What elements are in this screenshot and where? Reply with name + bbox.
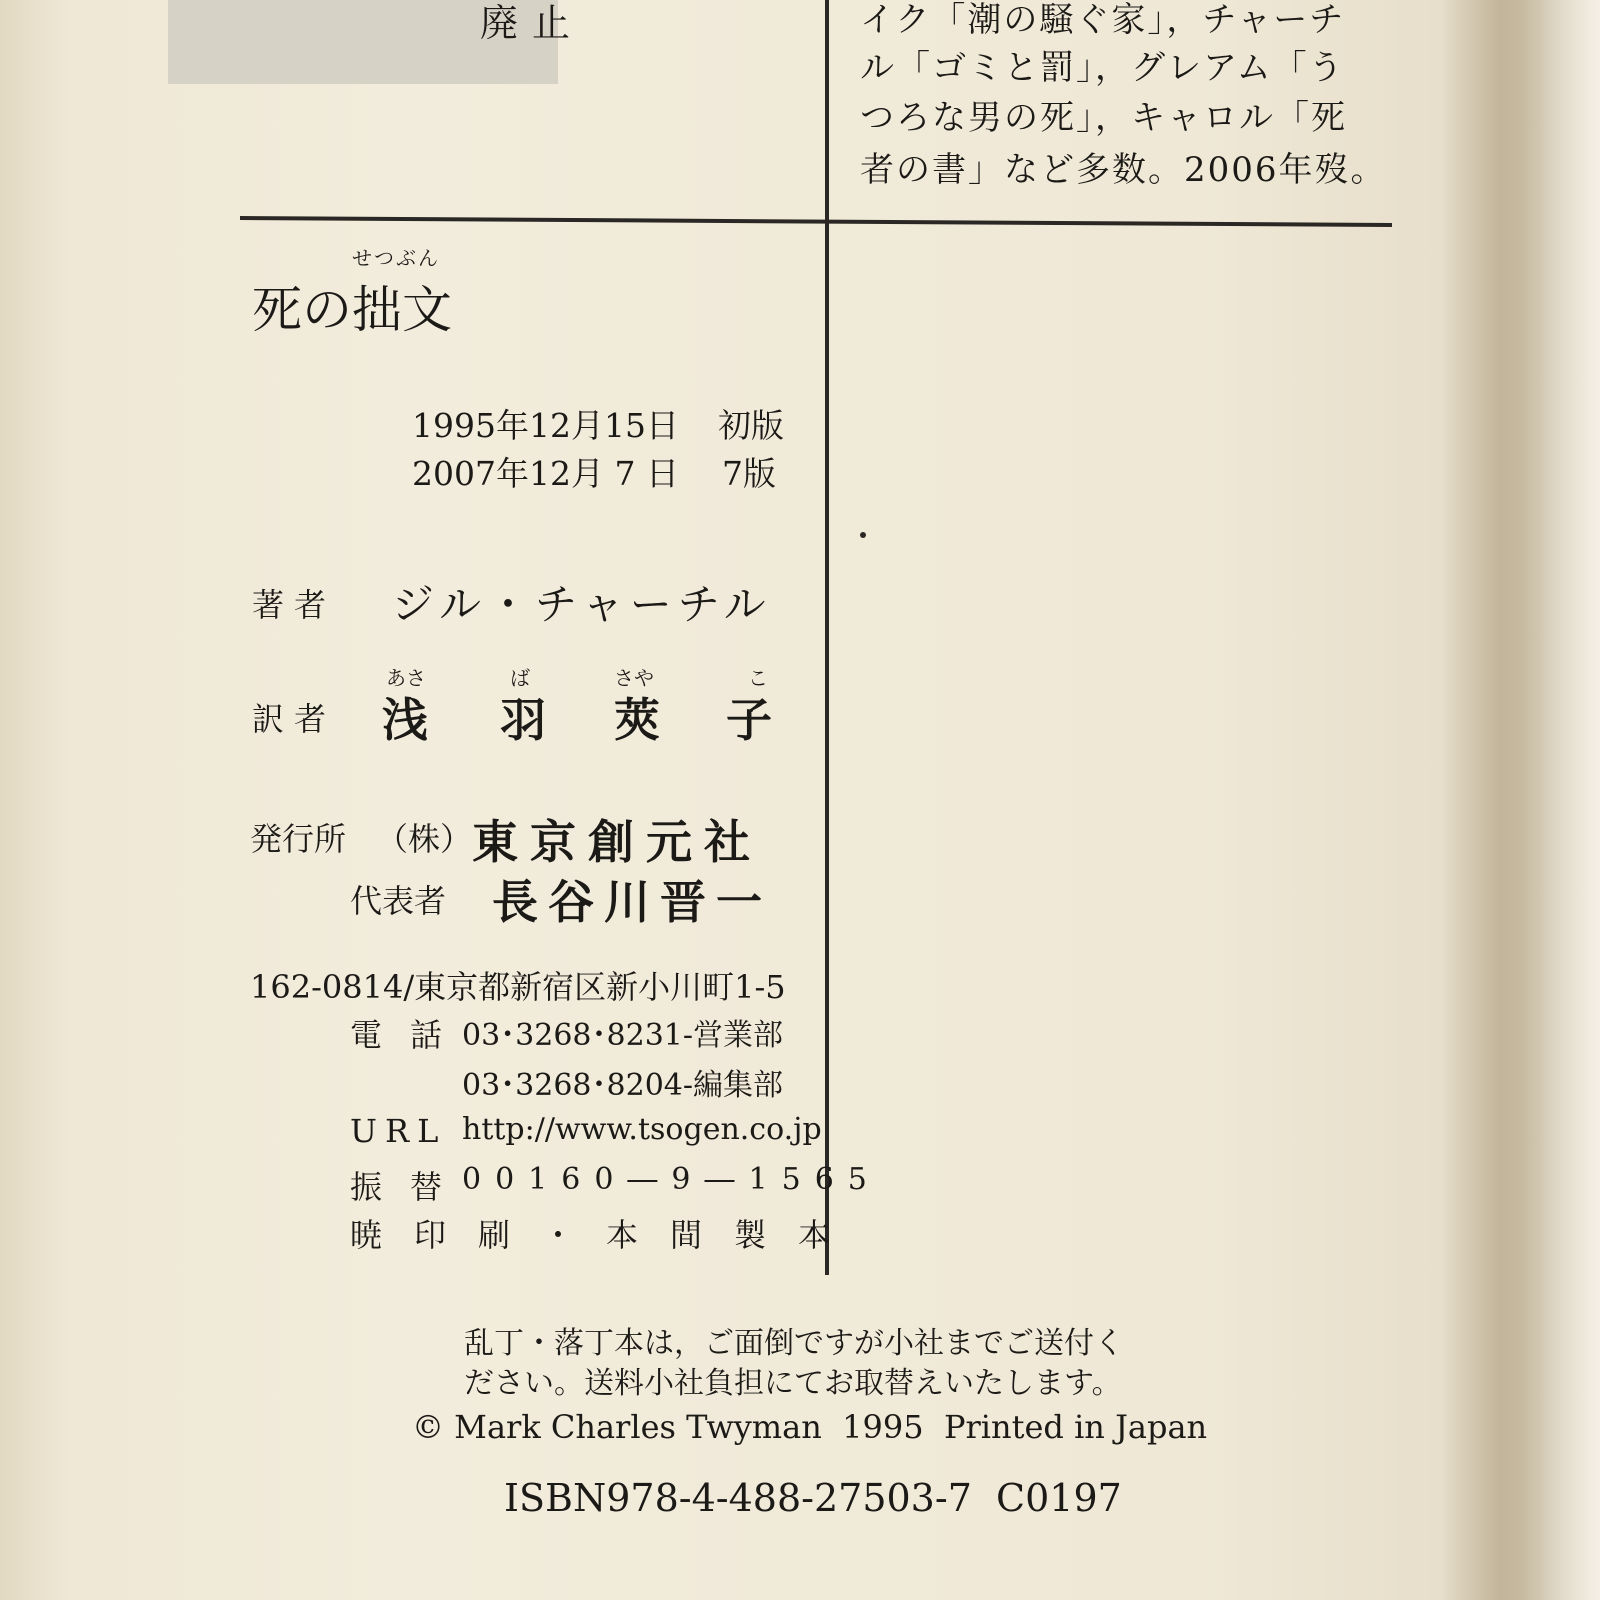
translator-ruby: こ [748, 666, 768, 690]
bio-line: つろな男の死」，キャロル「死 [860, 98, 1347, 138]
publisher-type: （株） [376, 820, 473, 858]
translator-name-char: 子 [726, 693, 792, 747]
notice-line: ださい。送料小社負担にてお取替えいたします。 [464, 1366, 1122, 1401]
page-edge-shadow [1440, 0, 1600, 1600]
vertical-rule [825, 0, 829, 1275]
printing-info: 暁印刷・本間製本 [350, 1216, 863, 1254]
author-label: 著者 [252, 586, 337, 624]
translator-ruby: ば [510, 666, 530, 690]
url-value: http://www.tsogen.co.jp [462, 1112, 822, 1147]
translator-label: 訳者 [252, 700, 337, 738]
publisher-label: 発行所 [250, 820, 347, 858]
publisher-name: 東京創元社 [472, 815, 762, 869]
bio-line: イク「潮の騒ぐ家」，チャーチ [860, 0, 1346, 40]
translator-ruby: さや [614, 666, 654, 690]
transfer-value: 00160―9―1565 [462, 1162, 881, 1197]
copyright: © Mark Charles Twyman 1995 Printed in Japan [412, 1408, 1208, 1446]
bio-line: 者の書」など多数。2006年歿。 [860, 150, 1387, 190]
edition-date: 2007年12月 7 日 [412, 454, 679, 493]
ink-dot [860, 532, 866, 538]
translator-name-char: 羽 [500, 693, 566, 747]
edition-label: 7版 [722, 454, 776, 493]
transfer-label: 振替 [350, 1168, 471, 1206]
edition-date: 1995年12月15日 [412, 406, 679, 445]
stop-label: 廃止 [480, 1, 585, 45]
notice-line: 乱丁・落丁本は，ご面倒ですが小社までご送付く [464, 1326, 1124, 1361]
representative-name: 長谷川晋一 [492, 875, 772, 929]
translator-name-char: 莢 [614, 693, 680, 747]
url-label: URL [350, 1112, 447, 1150]
address: 162-0814/東京都新宿区新小川町1-5 [250, 968, 786, 1006]
phone-number: 03･3268･8231-営業部 [462, 1018, 784, 1053]
representative-label: 代表者 [350, 882, 447, 920]
horizontal-rule [240, 216, 1392, 227]
phone-label: 電話 [350, 1016, 471, 1054]
isbn: ISBN978-4-488-27503-7 C0197 [504, 1476, 1122, 1520]
translator-ruby: あさ [386, 666, 426, 690]
book-title: 死の拙文 [252, 281, 452, 339]
title-ruby: せつぶん [352, 246, 440, 270]
translator-name-char: 浅 [382, 693, 448, 747]
author-name: ジル・チャーチル [392, 580, 772, 629]
bio-line: ル「ゴミと罰」，グレアム「う [860, 48, 1345, 88]
edition-label: 初版 [718, 406, 784, 445]
phone-number: 03･3268･8204-編集部 [462, 1068, 784, 1103]
